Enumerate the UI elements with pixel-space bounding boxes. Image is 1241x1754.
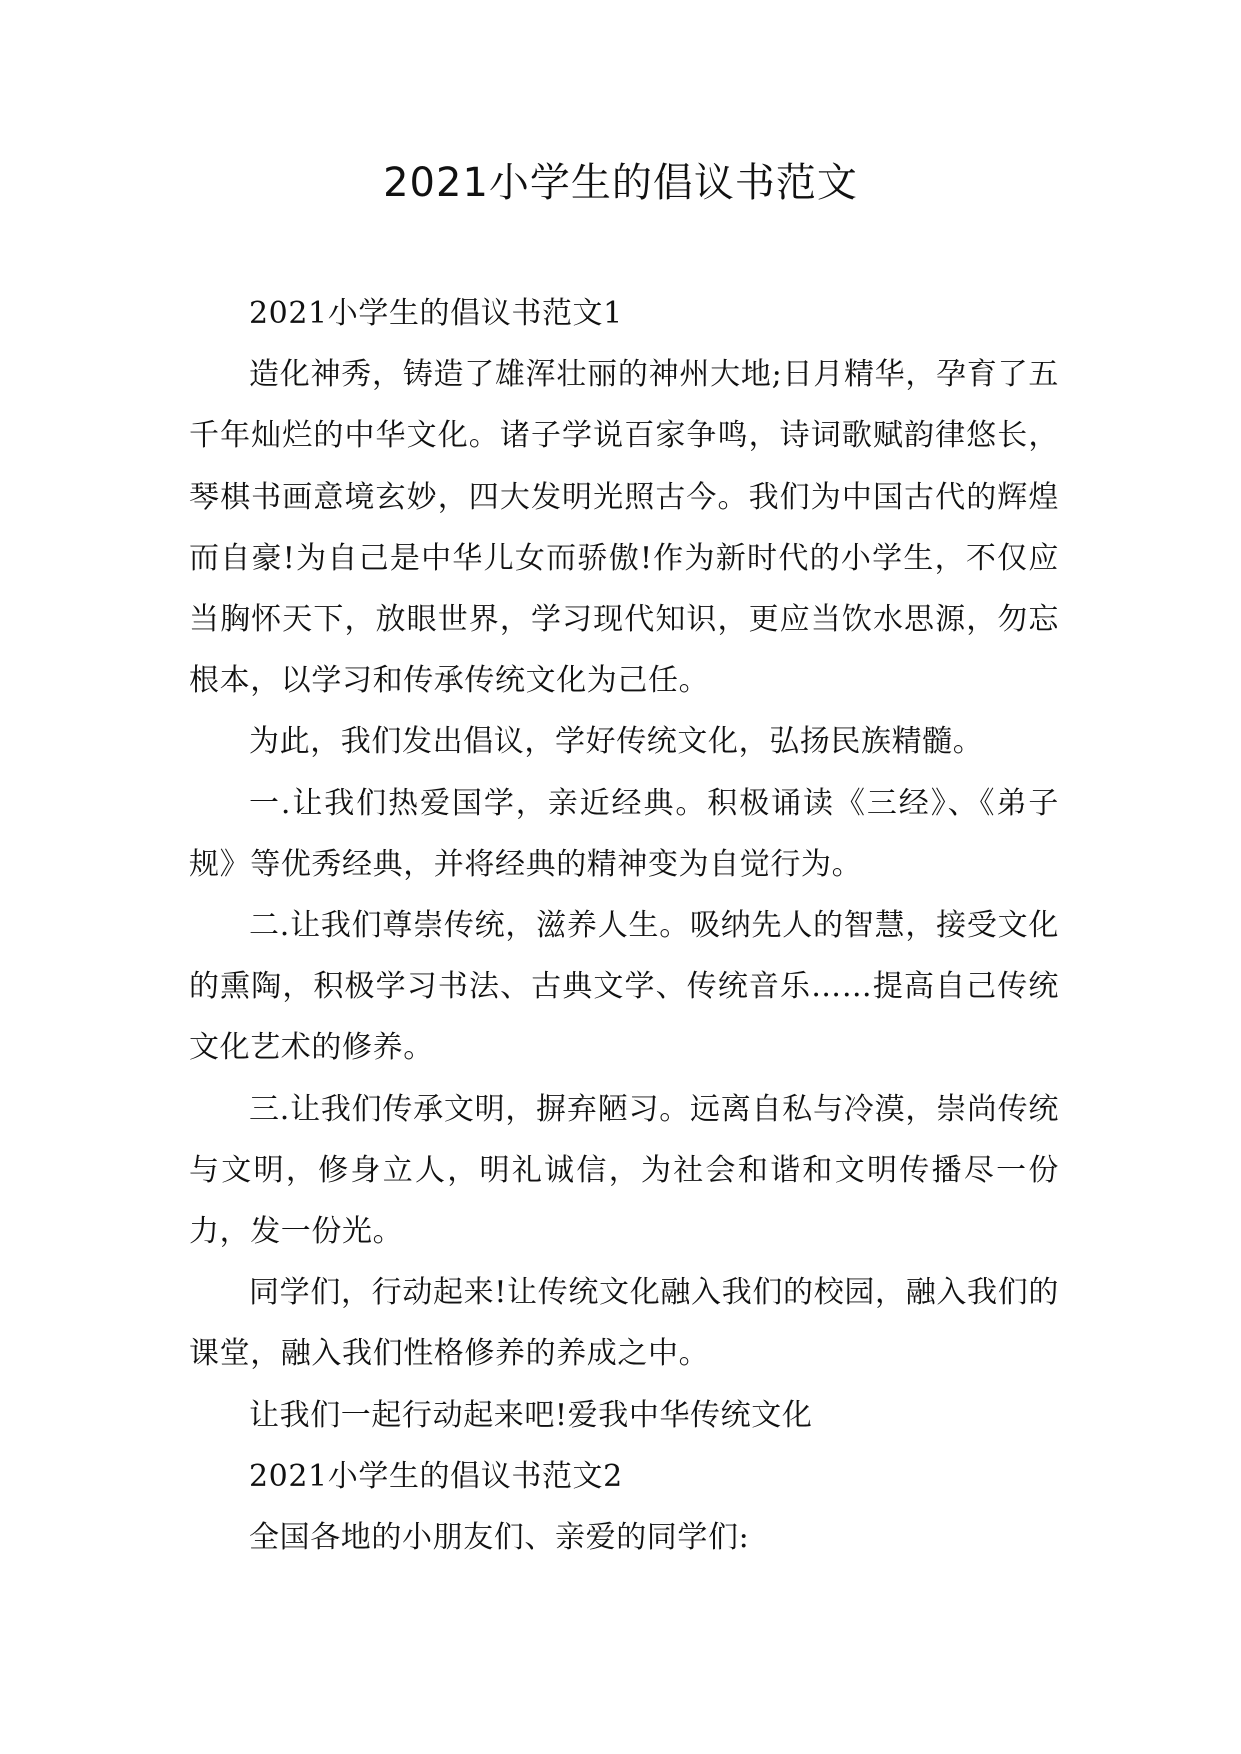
paragraph-intro: 造化神秀，铸造了雄浑壮丽的神州大地;日月精华，孕育了五千年灿烂的中华文化。诸子学说百家争鸣，诗词歌赋韵律悠长，琴棋书画意境玄妙，四大发明光照古今。我们为中国古代的辉煌而自豪!为自己是中华儿女而骄傲!作为新时代的小学生，不仅应当胸怀天下，放眼世界，学习现代知识，更应当饮水思源，勿忘根本，以学习和传承传统文化为己任。 [189,357,1059,699]
document-body [189,283,1059,1568]
document-title: 2021小学生的倡议书范文 [383,160,858,206]
paragraph-call-to-action: 同学们，行动起来!让传统文化融入我们的校园，融入我们的课堂，融入我们性格修养的养成之中。 [189,1275,1059,1372]
section-heading-1: 2021小学生的倡议书范文1 [249,296,623,331]
paragraph-point-3: 三.让我们传承文明，摒弃陋习。远离自私与冷漠，崇尚传统与文明，修身立人，明礼诚信，为社会和谐和文明传播尽一份力，发一份光。 [189,1091,1059,1250]
paragraph-point-2: 二.让我们尊崇传统，滋养人生。吸纳先人的智慧，接受文化的熏陶，积极学习书法、古典文学、传统音乐……提高自己传统文化艺术的修养。 [189,908,1059,1066]
paragraph-closing: 让我们一起行动起来吧!爱我中华传统文化 [249,1397,813,1433]
paragraph-salutation: 全国各地的小朋友们、亲爱的同学们: [249,1520,750,1556]
paragraph-proposal: 为此，我们发出倡议，学好传统文化，弘扬民族精髓。 [249,724,984,760]
section-heading-2: 2021小学生的倡议书范文2 [249,1458,623,1494]
paragraph-point-1: 一.让我们热爱国学，亲近经典。积极诵读《三经》、《弟子规》等优秀经典，并将经典的精神变为自觉行为。 [189,785,1059,882]
